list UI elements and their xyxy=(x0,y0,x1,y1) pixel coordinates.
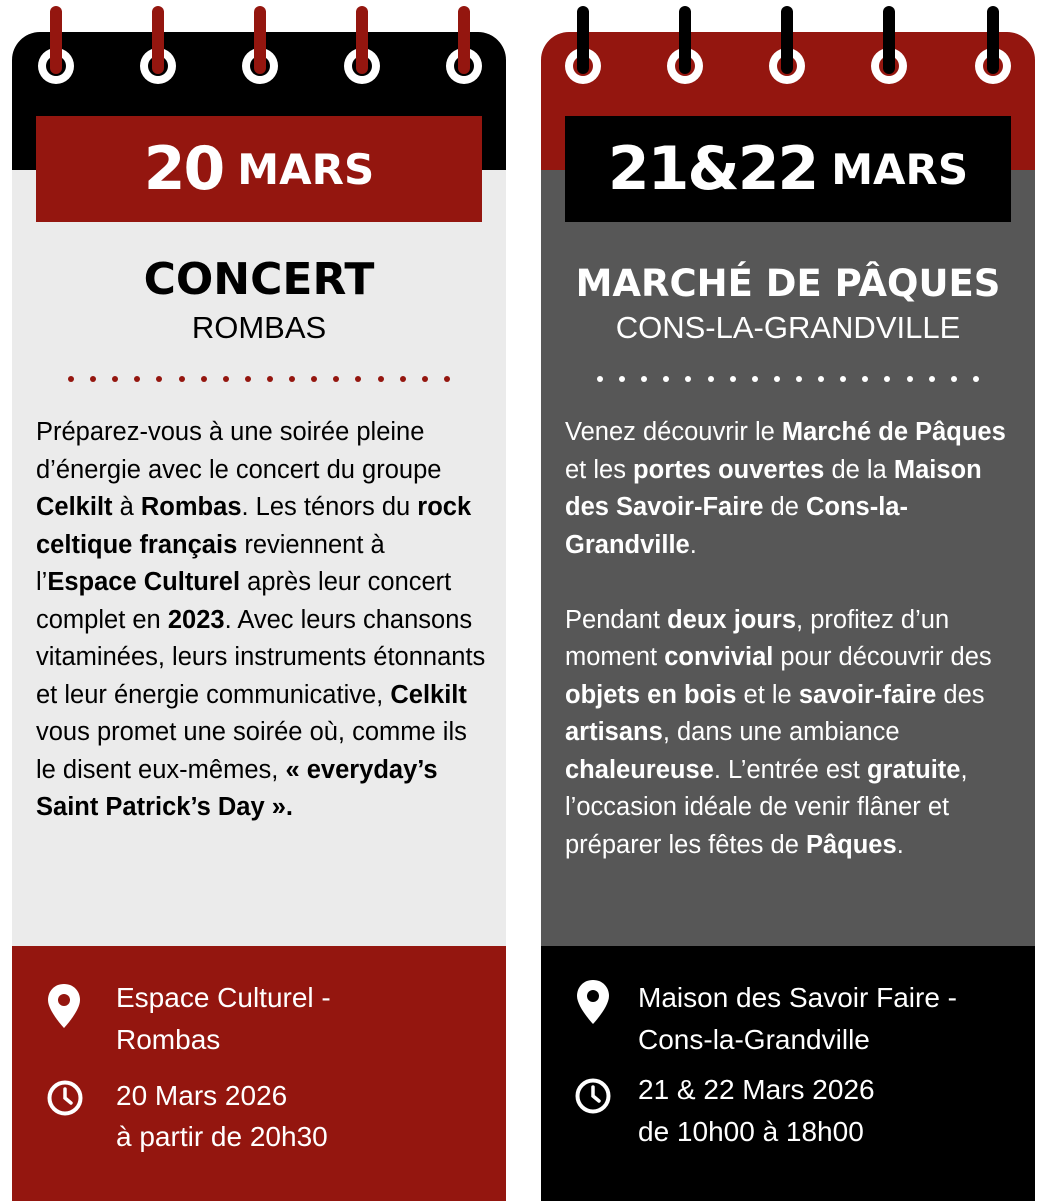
description-text: vous promet une soirée où, comme ils le disent eux-mêmes, xyxy=(36,718,467,784)
location-line-1: Maison des Savoir Faire - xyxy=(638,982,958,1013)
binder-pin xyxy=(987,6,999,74)
dotted-divider xyxy=(68,372,450,386)
description-text: et les xyxy=(565,455,634,484)
divider-dot xyxy=(929,376,935,382)
divider-dot xyxy=(444,376,450,382)
event-description xyxy=(565,414,1017,864)
clock-icon xyxy=(574,1077,612,1115)
description-text: . xyxy=(689,530,697,559)
date-banner xyxy=(36,116,482,222)
highlight-text: convivial xyxy=(664,643,774,671)
highlight-text: portes ouvertes xyxy=(633,455,825,484)
divider-dot xyxy=(223,376,229,382)
description-text: . Les ténors du xyxy=(241,493,418,521)
divider-dot xyxy=(156,376,162,382)
divider-dot xyxy=(951,376,957,382)
date-month: MARS xyxy=(831,144,969,194)
divider-dot xyxy=(245,376,251,382)
location-line-2: Cons-la-Grandville xyxy=(638,1024,870,1055)
description-text: de xyxy=(763,493,806,521)
binder-pin xyxy=(679,6,691,74)
event-location-subtitle: ROMBAS xyxy=(191,310,327,345)
description-text: des xyxy=(936,680,985,709)
map-pin-icon xyxy=(46,982,82,1030)
divider-dot xyxy=(685,376,691,382)
binder-pin xyxy=(152,6,164,74)
divider-dot xyxy=(840,376,846,382)
date-banner xyxy=(565,116,1011,222)
divider-dot xyxy=(708,376,714,382)
divider-dot xyxy=(400,376,406,382)
description-text: . Avec leurs chansons vitaminées, leurs instruments étonnants et leur énergie communicative, xyxy=(36,605,486,709)
clock-icon xyxy=(46,1079,84,1117)
divider-dot xyxy=(422,376,428,382)
binder-pin xyxy=(781,6,793,74)
divider-dot xyxy=(90,376,96,382)
event-title: MARCHÉ DE PÂQUES xyxy=(575,262,1001,305)
location-line-1: Espace Culturel - xyxy=(116,982,331,1013)
description-paragraph xyxy=(36,414,488,827)
date-month: MARS xyxy=(237,144,375,194)
highlight-text: Pâques xyxy=(805,830,897,859)
description-paragraph xyxy=(565,602,1017,865)
highlight-text: savoir-faire xyxy=(798,680,937,709)
event-description xyxy=(36,414,488,827)
date-day: 20 xyxy=(143,134,224,204)
event-card-concert xyxy=(12,0,506,1201)
description-text: à xyxy=(112,493,141,521)
divider-dot xyxy=(619,376,625,382)
highlight-text: 2023 xyxy=(167,605,225,634)
highlight-text: objets en bois xyxy=(565,680,737,709)
description-text: Venez découvrir le xyxy=(565,418,782,446)
description-text: . xyxy=(896,830,904,859)
highlight-text: rock celtique français xyxy=(36,493,472,559)
divider-dot xyxy=(289,376,295,382)
binder-pin xyxy=(458,6,470,74)
time-line-1: 20 Mars 2026 xyxy=(116,1080,288,1111)
description-paragraph xyxy=(565,414,1017,564)
map-pin-icon xyxy=(575,978,611,1026)
date-days: 21&22 xyxy=(607,134,818,204)
description-text: , l’occasion idéale de venir flâner et préparer les fêtes de xyxy=(565,755,968,859)
event-location-subtitle: CONS-LA-GRANDVILLE xyxy=(615,310,961,345)
location-line-2: Rombas xyxy=(116,1024,221,1055)
binder-pin xyxy=(356,6,368,74)
description-text: Pendant xyxy=(565,605,668,634)
highlight-text: Espace Culturel xyxy=(47,568,241,596)
event-title: CONCERT xyxy=(143,254,375,305)
divider-dot xyxy=(597,376,603,382)
description-text: . L’entrée est xyxy=(713,755,867,784)
event-card-easter-market xyxy=(541,0,1035,1201)
highlight-text: Cons-la-Grandville xyxy=(565,493,908,559)
divider-dot xyxy=(663,376,669,382)
description-text: Préparez-vous à une soirée pleine d’énergie avec le concert du groupe xyxy=(36,418,442,484)
divider-dot xyxy=(730,376,736,382)
description-text: après leur concert complet en xyxy=(36,568,452,634)
divider-dot xyxy=(884,376,890,382)
description-text: , dans une ambiance xyxy=(662,718,900,746)
highlight-text: Rombas xyxy=(140,493,242,521)
divider-dot xyxy=(862,376,868,382)
paragraph-gap xyxy=(565,564,1017,602)
highlight-text: gratuite xyxy=(866,755,961,784)
divider-dot xyxy=(179,376,185,382)
binder-pin xyxy=(577,6,589,74)
description-text: et le xyxy=(736,680,799,709)
highlight-text: artisans xyxy=(565,718,663,746)
dotted-divider xyxy=(597,372,979,386)
divider-dot xyxy=(641,376,647,382)
description-text: reviennent à l’ xyxy=(36,530,385,596)
time-line-2: de 10h00 à 18h00 xyxy=(638,1116,864,1147)
divider-dot xyxy=(68,376,74,382)
divider-dot xyxy=(267,376,273,382)
binder-pin xyxy=(50,6,62,74)
description-text: , profitez d’un moment xyxy=(565,605,950,671)
description-text: de la xyxy=(824,455,894,484)
highlight-text: Marché de Pâques xyxy=(781,418,1006,446)
highlight-text: chaleureuse xyxy=(565,755,714,784)
binder-pin xyxy=(883,6,895,74)
divider-dot xyxy=(355,376,361,382)
divider-dot xyxy=(333,376,339,382)
time-line-2: à partir de 20h30 xyxy=(116,1121,328,1152)
divider-dot xyxy=(774,376,780,382)
divider-dot xyxy=(112,376,118,382)
divider-dot xyxy=(311,376,317,382)
highlight-text: deux jours xyxy=(667,605,797,634)
divider-dot xyxy=(752,376,758,382)
time-line-1: 21 & 22 Mars 2026 xyxy=(638,1074,875,1105)
highlight-text: Celkilt xyxy=(390,680,467,709)
divider-dot xyxy=(907,376,913,382)
divider-dot xyxy=(378,376,384,382)
divider-dot xyxy=(796,376,802,382)
highlight-text: Celkilt xyxy=(36,493,113,521)
description-text: pour découvrir des xyxy=(773,643,992,671)
highlight-text: « everyday’s Saint Patrick’s Day ». xyxy=(36,755,438,821)
divider-dot xyxy=(973,376,979,382)
highlight-text: Maison des Savoir-Faire xyxy=(565,455,982,521)
divider-dot xyxy=(818,376,824,382)
binder-pin xyxy=(254,6,266,74)
divider-dot xyxy=(201,376,207,382)
divider-dot xyxy=(134,376,140,382)
